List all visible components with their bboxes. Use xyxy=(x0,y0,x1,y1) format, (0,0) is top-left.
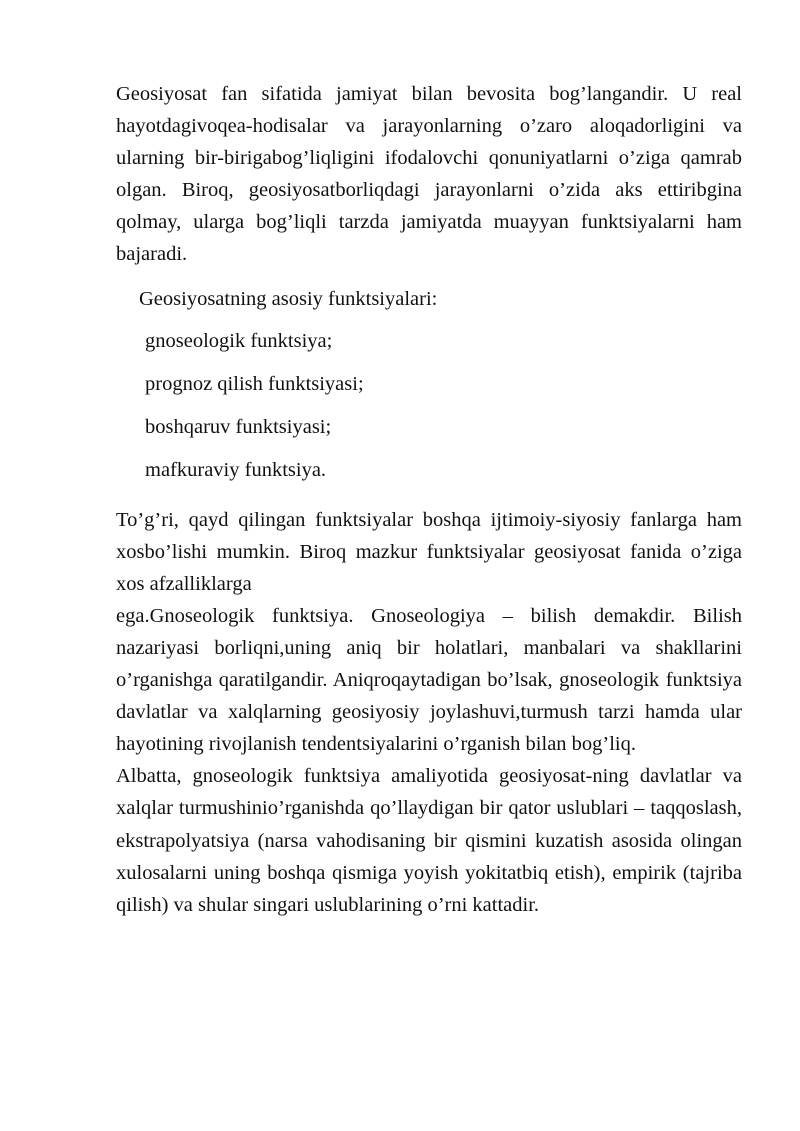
functions-heading: Geosiyosatning asosiy funktsiyalari: xyxy=(139,287,438,310)
list-item: mafkuraviy funktsiya. xyxy=(145,458,327,481)
paragraph-functions-note: To’g’ri, qayd qilingan funktsiyalar boshqa ijtimoiy-siyosiy fanlarga ham xosbo’lishi mumkin. Biroq mazkur funktsiyalar geosiyosat fanida o’ziga xos afzalliklarga xyxy=(116,508,742,595)
functions-list xyxy=(116,325,742,486)
list-item: prognoz qilish funktsiyasi; xyxy=(145,372,364,395)
list-item: gnoseologik funktsiya; xyxy=(145,329,333,352)
document-page xyxy=(116,78,742,921)
paragraph-methods: Albatta, gnoseologik funktsiya amaliyotida geosiyosat-ning davlatlar va xalqlar turmushinio’rganishda qo’llaydigan bir qator uslublari – taqqoslash, ekstrapolyatsiya (narsa vahodisaning bir qismini kuzatish asosida olingan xulosalarni uning boshqa qismiga yoyish yokitatbiq etish), empirik (tajriba qilish) va shular singari uslublarining o’rni kattadir. xyxy=(116,765,742,916)
paragraph-intro: Geosiyosat fan sifatida jamiyat bilan bevosita bog’langandir. U real hayotdagivoqea-hodisalar va jarayonlarning o’zaro aloqadorligini va ularning bir-birigabog’liqligini ifodalovchi qonuniyatlarni o’ziga qamrab olgan. Biroq, geosiyosatborliqdagi jarayonlarni o’zida aks ettiribgina qolmay, ularga bog’liqli tarzda jamiyatda muayyan funktsiyalarni ham bajaradi. xyxy=(116,83,742,266)
paragraph-gnoseology: ega.Gnoseologik funktsiya. Gnoseologiya – bilish demakdir. Bilish nazariyasi borliqni,uning aniq bir holatlari, manbalari va shakllarini o’rganishga qaratilgandir. Aniqroqaytadigan bo’lsak, gnoseologik funktsiya davlatlar va xalqlarning geosiyosiy joylashuvi,turmush tarzi hamda ular hayotining rivojlanish tendentsiyalarini o’rganish bilan bog’liq. xyxy=(116,604,742,756)
list-item: boshqaruv funktsiyasi; xyxy=(145,415,332,438)
